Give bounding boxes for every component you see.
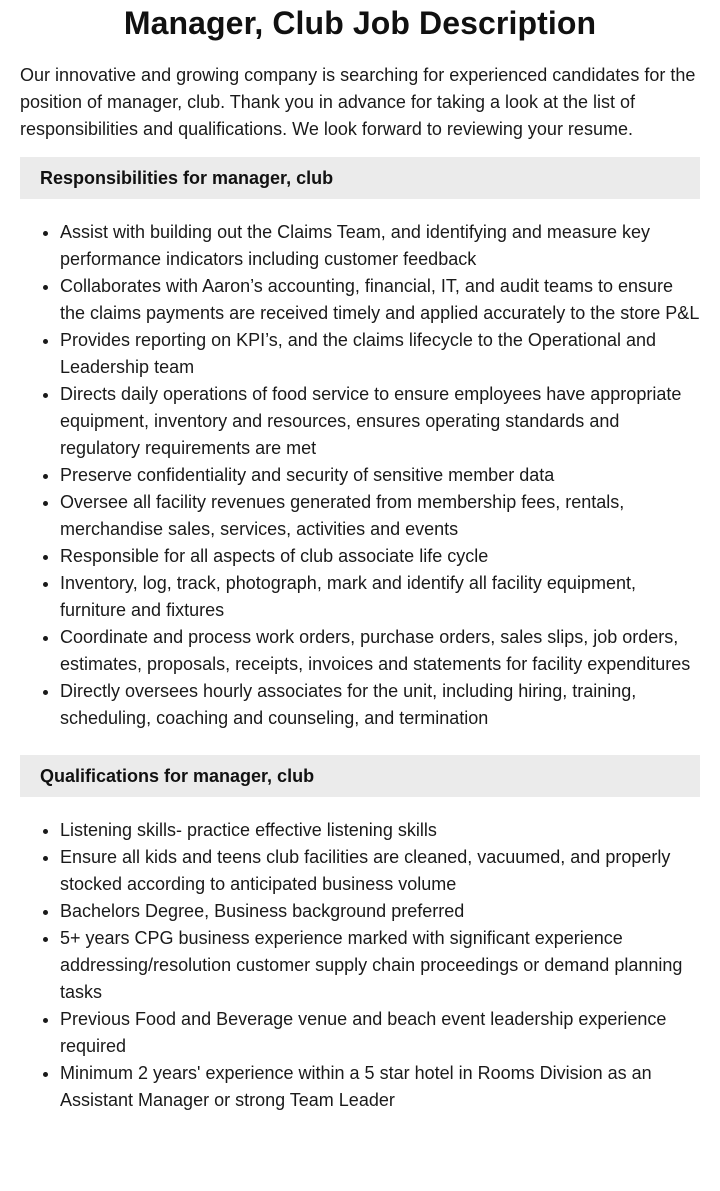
list-item: • Listening skills- practice effective listening skills <box>60 817 700 844</box>
list-item: • Oversee all facility revenues generated from membership fees, rentals, merchandise sales, services, activities and events <box>60 489 700 543</box>
list-item: • Provides reporting on KPI’s, and the claims lifecycle to the Operational and Leadership team <box>60 327 700 381</box>
responsibilities-heading: Responsibilities for manager, club <box>20 157 700 199</box>
list-item: • Directly oversees hourly associates for the unit, including hiring, training, scheduling, coaching and counseling, and termination <box>60 678 700 732</box>
list-item: • Minimum 2 years' experience within a 5 star hotel in Rooms Division as an Assistant Manager or strong Team Leader <box>60 1060 700 1114</box>
list-item: • Bachelors Degree, Business background preferred <box>60 898 700 925</box>
list-item: • Collaborates with Aaron’s accounting, financial, IT, and audit teams to ensure the claims payments are received timely and applied accurately to the store P&L <box>60 273 700 327</box>
qualifications-list <box>20 817 700 1114</box>
list-item: • Directs daily operations of food service to ensure employees have appropriate equipment, inventory and resources, ensures operating standards and regulatory requirements are met <box>60 381 700 462</box>
page-title: Manager, Club Job Description <box>123 5 597 41</box>
list-item: • 5+ years CPG business experience marked with significant experience addressing/resolution customer supply chain proceedings or demand planning tasks <box>60 925 700 1006</box>
list-item: • Assist with building out the Claims Team, and identifying and measure key performance indicators including customer feedback <box>60 219 700 273</box>
qualifications-heading: Qualifications for manager, club <box>20 755 700 797</box>
list-item: • Preserve confidentiality and security of sensitive member data <box>60 462 700 489</box>
list-item: • Responsible for all aspects of club associate life cycle <box>60 543 700 570</box>
intro-paragraph: Our innovative and growing company is searching for experienced candidates for the position of manager, club. Thank you in advance for taking a look at the list of responsibilities and qualifications. We look forward to reviewing your resume. <box>20 65 696 139</box>
list-item: • Ensure all kids and teens club facilities are cleaned, vacuumed, and properly stocked according to anticipated business volume <box>60 844 700 898</box>
list-item: • Inventory, log, track, photograph, mark and identify all facility equipment, furniture and fixtures <box>60 570 700 624</box>
list-item: • Coordinate and process work orders, purchase orders, sales slips, job orders, estimates, proposals, receipts, invoices and statements for facility expenditures <box>60 624 700 678</box>
responsibilities-list <box>20 219 700 732</box>
list-item: • Previous Food and Beverage venue and beach event leadership experience required <box>60 1006 700 1060</box>
